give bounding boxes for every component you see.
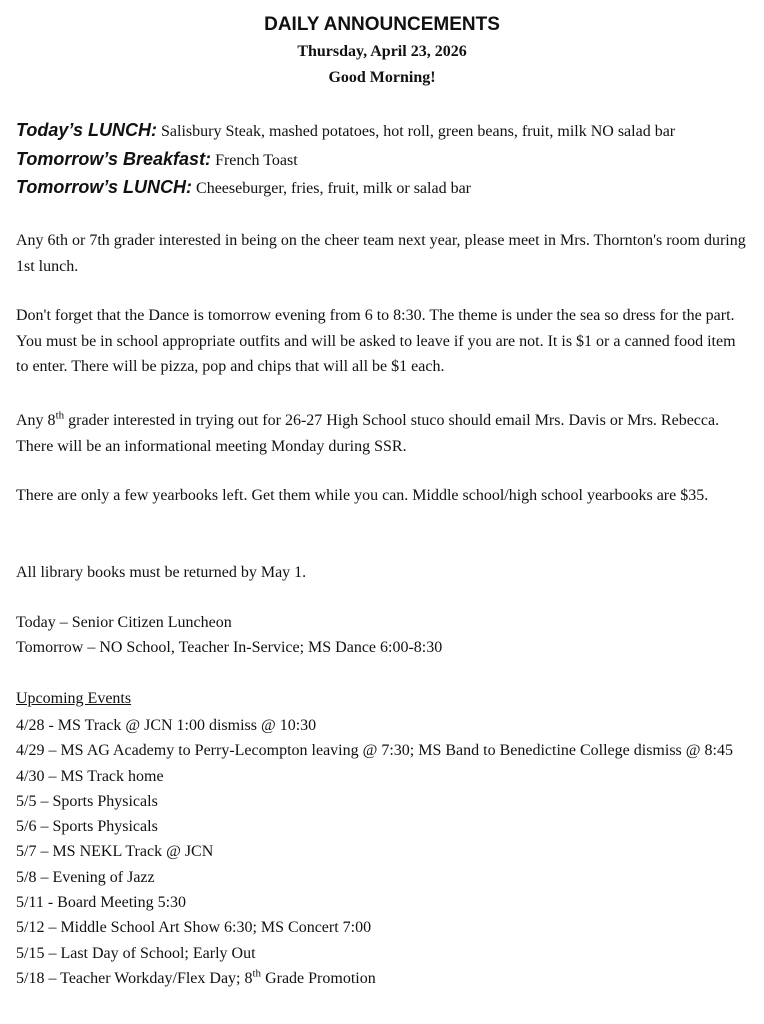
stuco-superscript: th <box>55 409 65 422</box>
upcoming-events-heading: Upcoming Events <box>16 690 132 707</box>
tomorrow-breakfast-menu: French Toast <box>215 152 298 169</box>
last-event-end: Grade Promotion <box>261 969 376 987</box>
tomorrow-lunch <box>16 177 471 198</box>
list-item: 5/11 - Board Meeting 5:30 <box>16 894 187 912</box>
greeting: Good Morning! <box>328 69 436 86</box>
tomorrow-breakfast <box>16 149 298 170</box>
list-item: 4/29 – MS AG Academy to Perry-Lecompton leaving @ 7:30; MS Band to Benedictine College dismiss @ 8:45 <box>16 742 733 760</box>
today-lunch-menu: Salisbury Steak, mashed potatoes, hot roll, green beans, fruit, milk NO salad bar <box>161 123 676 140</box>
list-item: 5/6 – Sports Physicals <box>16 818 158 836</box>
upcoming-events-list <box>16 713 751 991</box>
today-lunch-label: Today’s LUNCH: <box>16 120 158 140</box>
tomorrow-breakfast-label: Tomorrow’s Breakfast: <box>16 149 212 169</box>
last-event-start: 5/18 – Teacher Workday/Flex Day; 8 <box>16 969 253 987</box>
library-announcement: All library books must be returned by May 1. <box>16 564 307 581</box>
today-schedule: Today – Senior Citizen Luncheon <box>16 614 232 631</box>
tomorrow-lunch-menu: Cheeseburger, fries, fruit, milk or salad bar <box>196 180 471 197</box>
date-line: Thursday, April 23, 2026 <box>297 43 467 60</box>
page-title: DAILY ANNOUNCEMENTS <box>264 14 500 35</box>
today-lunch <box>16 120 675 141</box>
cheer-announcement: Any 6th or 7th grader interested in being on the cheer team next year, please meet in Mrs. Thornton's room during 1st lunch. <box>16 232 746 275</box>
list-item: 5/8 – Evening of Jazz <box>16 868 155 886</box>
list-item: 5/5 – Sports Physicals <box>16 792 158 810</box>
list-item: 5/7 – MS NEKL Track @ JCN <box>16 843 214 861</box>
list-item: 5/12 – Middle School Art Show 6:30; MS Concert 7:00 <box>16 919 372 937</box>
tomorrow-schedule: Tomorrow – NO School, Teacher In-Service; MS Dance 6:00-8:30 <box>16 639 443 656</box>
list-item <box>16 966 751 991</box>
stuco-announcement <box>16 408 751 459</box>
list-item: 5/15 – Last Day of School; Early Out <box>16 944 256 962</box>
stuco-text-start: Any 8 <box>16 412 56 429</box>
tomorrow-lunch-label: Tomorrow’s LUNCH: <box>16 177 193 197</box>
list-item: 4/28 - MS Track @ JCN 1:00 dismiss @ 10:30 <box>16 717 317 734</box>
stuco-text-end: grader interested in trying out for 26-27 High School stuco should email Mrs. Davis or Mrs. Rebecca. There will be an informational meeting Monday during SSR. <box>16 412 720 455</box>
yearbook-announcement: There are only a few yearbooks left. Get them while you can. Middle school/high school yearbooks are $35. <box>16 487 709 504</box>
last-event-superscript: th <box>252 967 262 980</box>
list-item: 4/30 – MS Track home <box>16 767 164 785</box>
dance-announcement: Don't forget that the Dance is tomorrow evening from 6 to 8:30. The theme is under the sea so dress for the part. You must be in school appropriate outfits and will be asked to leave if you are not. It is $1 or a canned food item to enter. There will be pizza, pop and chips that will all be $1 each. <box>16 307 736 375</box>
